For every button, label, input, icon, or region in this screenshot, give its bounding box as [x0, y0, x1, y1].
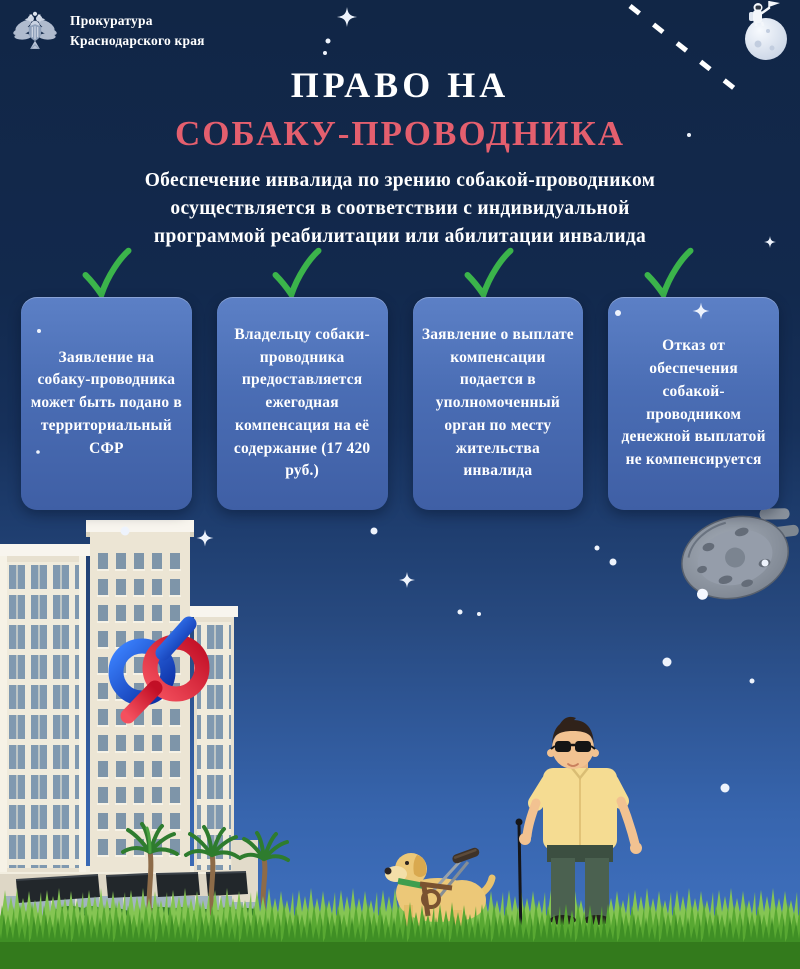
org-name-line1: Прокуратура [70, 13, 153, 29]
org-name [70, 11, 205, 50]
card-text: Заявление о выплате компенсации подается в уполномоченный орган по месту жительства инвалида [421, 325, 574, 480]
subtitle-line: осуществляется в соответствии с индивидуальной [170, 198, 630, 219]
green-checkmark-icon [461, 246, 517, 304]
card-text: Отказ от обеспечения собакой-проводником денежной выплатой не компенсируется [621, 337, 766, 469]
title-line-1: ПРАВО НА [290, 65, 510, 105]
info-card [217, 297, 388, 510]
card-text: Владельцу собаки-проводника предоставляется ежегодная компенсация на её содержание (17 420 руб.) [233, 325, 371, 480]
info-cards [21, 297, 779, 510]
green-checkmark-icon [79, 246, 135, 304]
info-card [608, 297, 779, 510]
title-line-2: СОБАКУ-ПРОВОДНИКА [174, 114, 626, 153]
subtitle [0, 167, 800, 251]
subtitle-line: программой реабилитации или абилитации инвалида [153, 226, 647, 247]
page-title [0, 64, 800, 154]
info-card [21, 297, 192, 510]
org-header [13, 8, 205, 54]
card-text: Заявление на собаку-проводника может быть подано в территориальный СФР [30, 348, 182, 457]
subtitle-line: Обеспечение инвалида по зрению собакой-проводником [144, 170, 656, 191]
green-checkmark-icon [641, 246, 697, 304]
info-card [413, 297, 584, 510]
org-name-line2: Краснодарского края [70, 33, 205, 48]
green-checkmark-icon [269, 246, 325, 304]
prosecutor-eagle-emblem-icon [13, 8, 57, 54]
